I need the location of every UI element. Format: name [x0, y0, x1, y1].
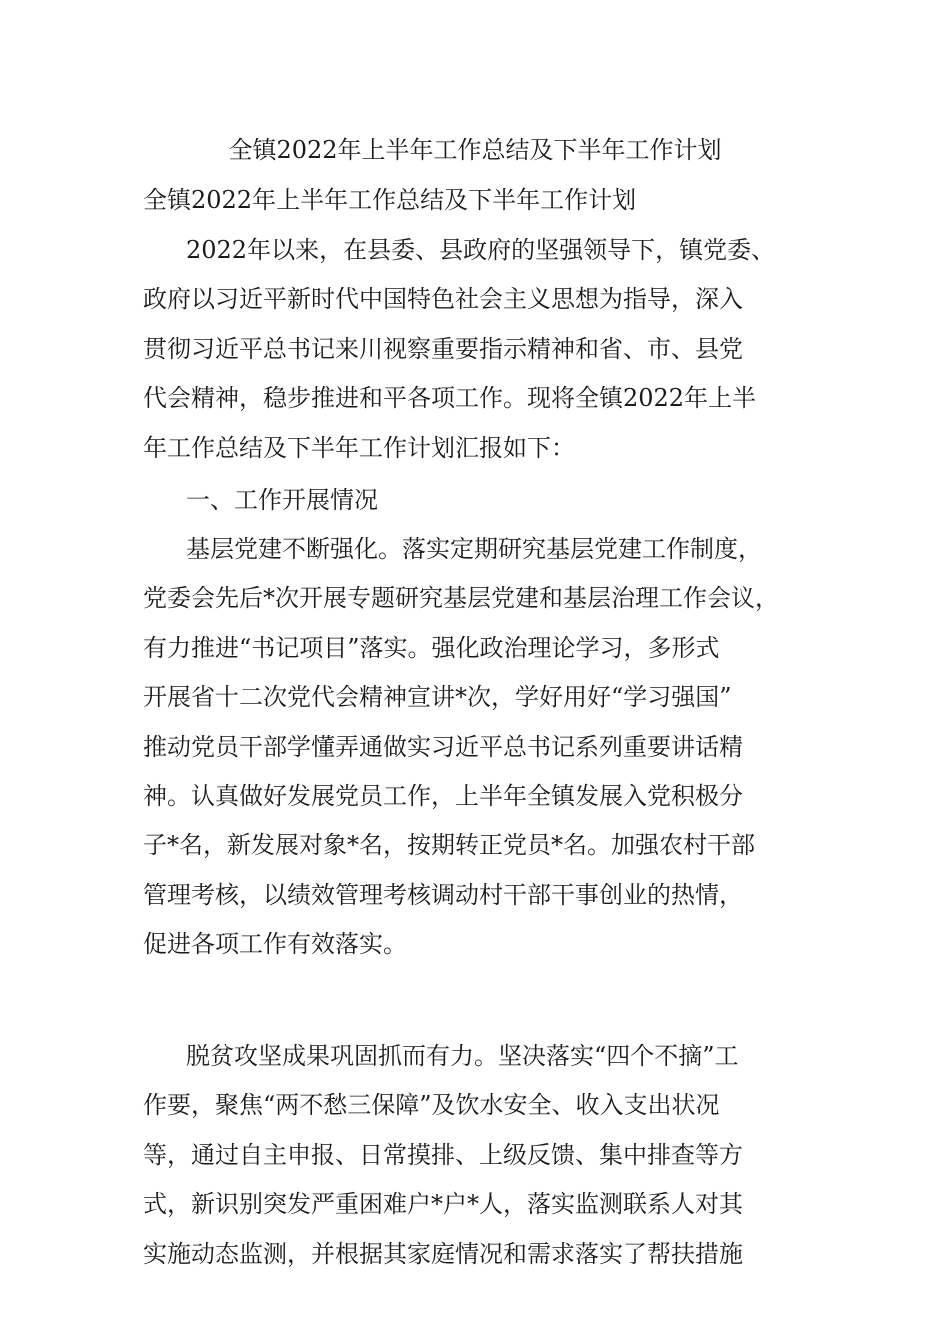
paragraph-line: 2022年以来，在县委、县政府的坚强领导下，镇党委、: [186, 236, 776, 264]
paragraph-line: 神。认真做好发展党员工作，上半年全镇发展入党积极分: [143, 781, 743, 810]
paragraph-line: 实施动态监测，并根据其家庭情况和需求落实了帮扶措施: [143, 1239, 743, 1268]
paragraph-line: 党委会先后*次开展专题研究基层党建和基层治理工作会议，: [143, 584, 779, 613]
paragraph-line: 代会精神，稳步推进和平各项工作。现将全镇2022年上半: [143, 384, 757, 413]
paragraph-line: 年工作总结及下半年工作计划汇报如下：: [143, 433, 575, 462]
intro-paragraph: [143, 226, 843, 473]
section-heading-block: [143, 476, 843, 525]
document-title-repeat: 全镇2022年上半年工作总结及下半年工作计划: [143, 186, 637, 214]
paragraph-line: 开展省十二次党代会精神宣讲*次，学好用好“学习强国”: [143, 683, 732, 712]
paragraph-line: 脱贫攻坚成果巩固抓而有力。坚决落实“四个不摘”工: [186, 1042, 739, 1070]
paragraph-line: 式，新识别突发严重困难户*户*人，落实监测联系人对其: [143, 1190, 743, 1219]
paragraph-line: 贯彻习近平总书记来川视察重要指示精神和省、市、县党: [143, 334, 743, 363]
paragraph-line: 政府以习近平新时代中国特色社会主义思想为指导，深入: [143, 285, 743, 314]
paragraph-line: 有力推进“书记项目”落实。强化政治理论学习，多形式: [143, 633, 720, 662]
paragraph-line: 作要，聚焦“两不愁三保障”及饮水安全、收入支出状况: [143, 1091, 720, 1120]
paragraph-line: 等，通过自主申报、日常摸排、上级反馈、集中排查等方: [143, 1140, 743, 1169]
poverty-alleviation-paragraph: [143, 1032, 843, 1279]
paragraph-line: 基层党建不断强化。落实定期研究基层党建工作制度，: [186, 535, 762, 563]
paragraph-line: 子*名，新发展对象*名，按期转正党员*名。加强农村干部: [143, 831, 755, 860]
party-building-paragraph: [143, 525, 843, 970]
paragraph-line: 推动党员干部学懂弄通做实习近平总书记系列重要讲话精: [143, 732, 743, 761]
document-title: 全镇2022年上半年工作总结及下半年工作计划: [228, 136, 722, 164]
paragraph-line: 管理考核，以绩效管理考核调动村干部干事创业的热情，: [143, 880, 743, 909]
paragraph-line: 促进各项工作有效落实。: [143, 930, 407, 959]
section-heading: 一、工作开展情况: [186, 486, 378, 514]
